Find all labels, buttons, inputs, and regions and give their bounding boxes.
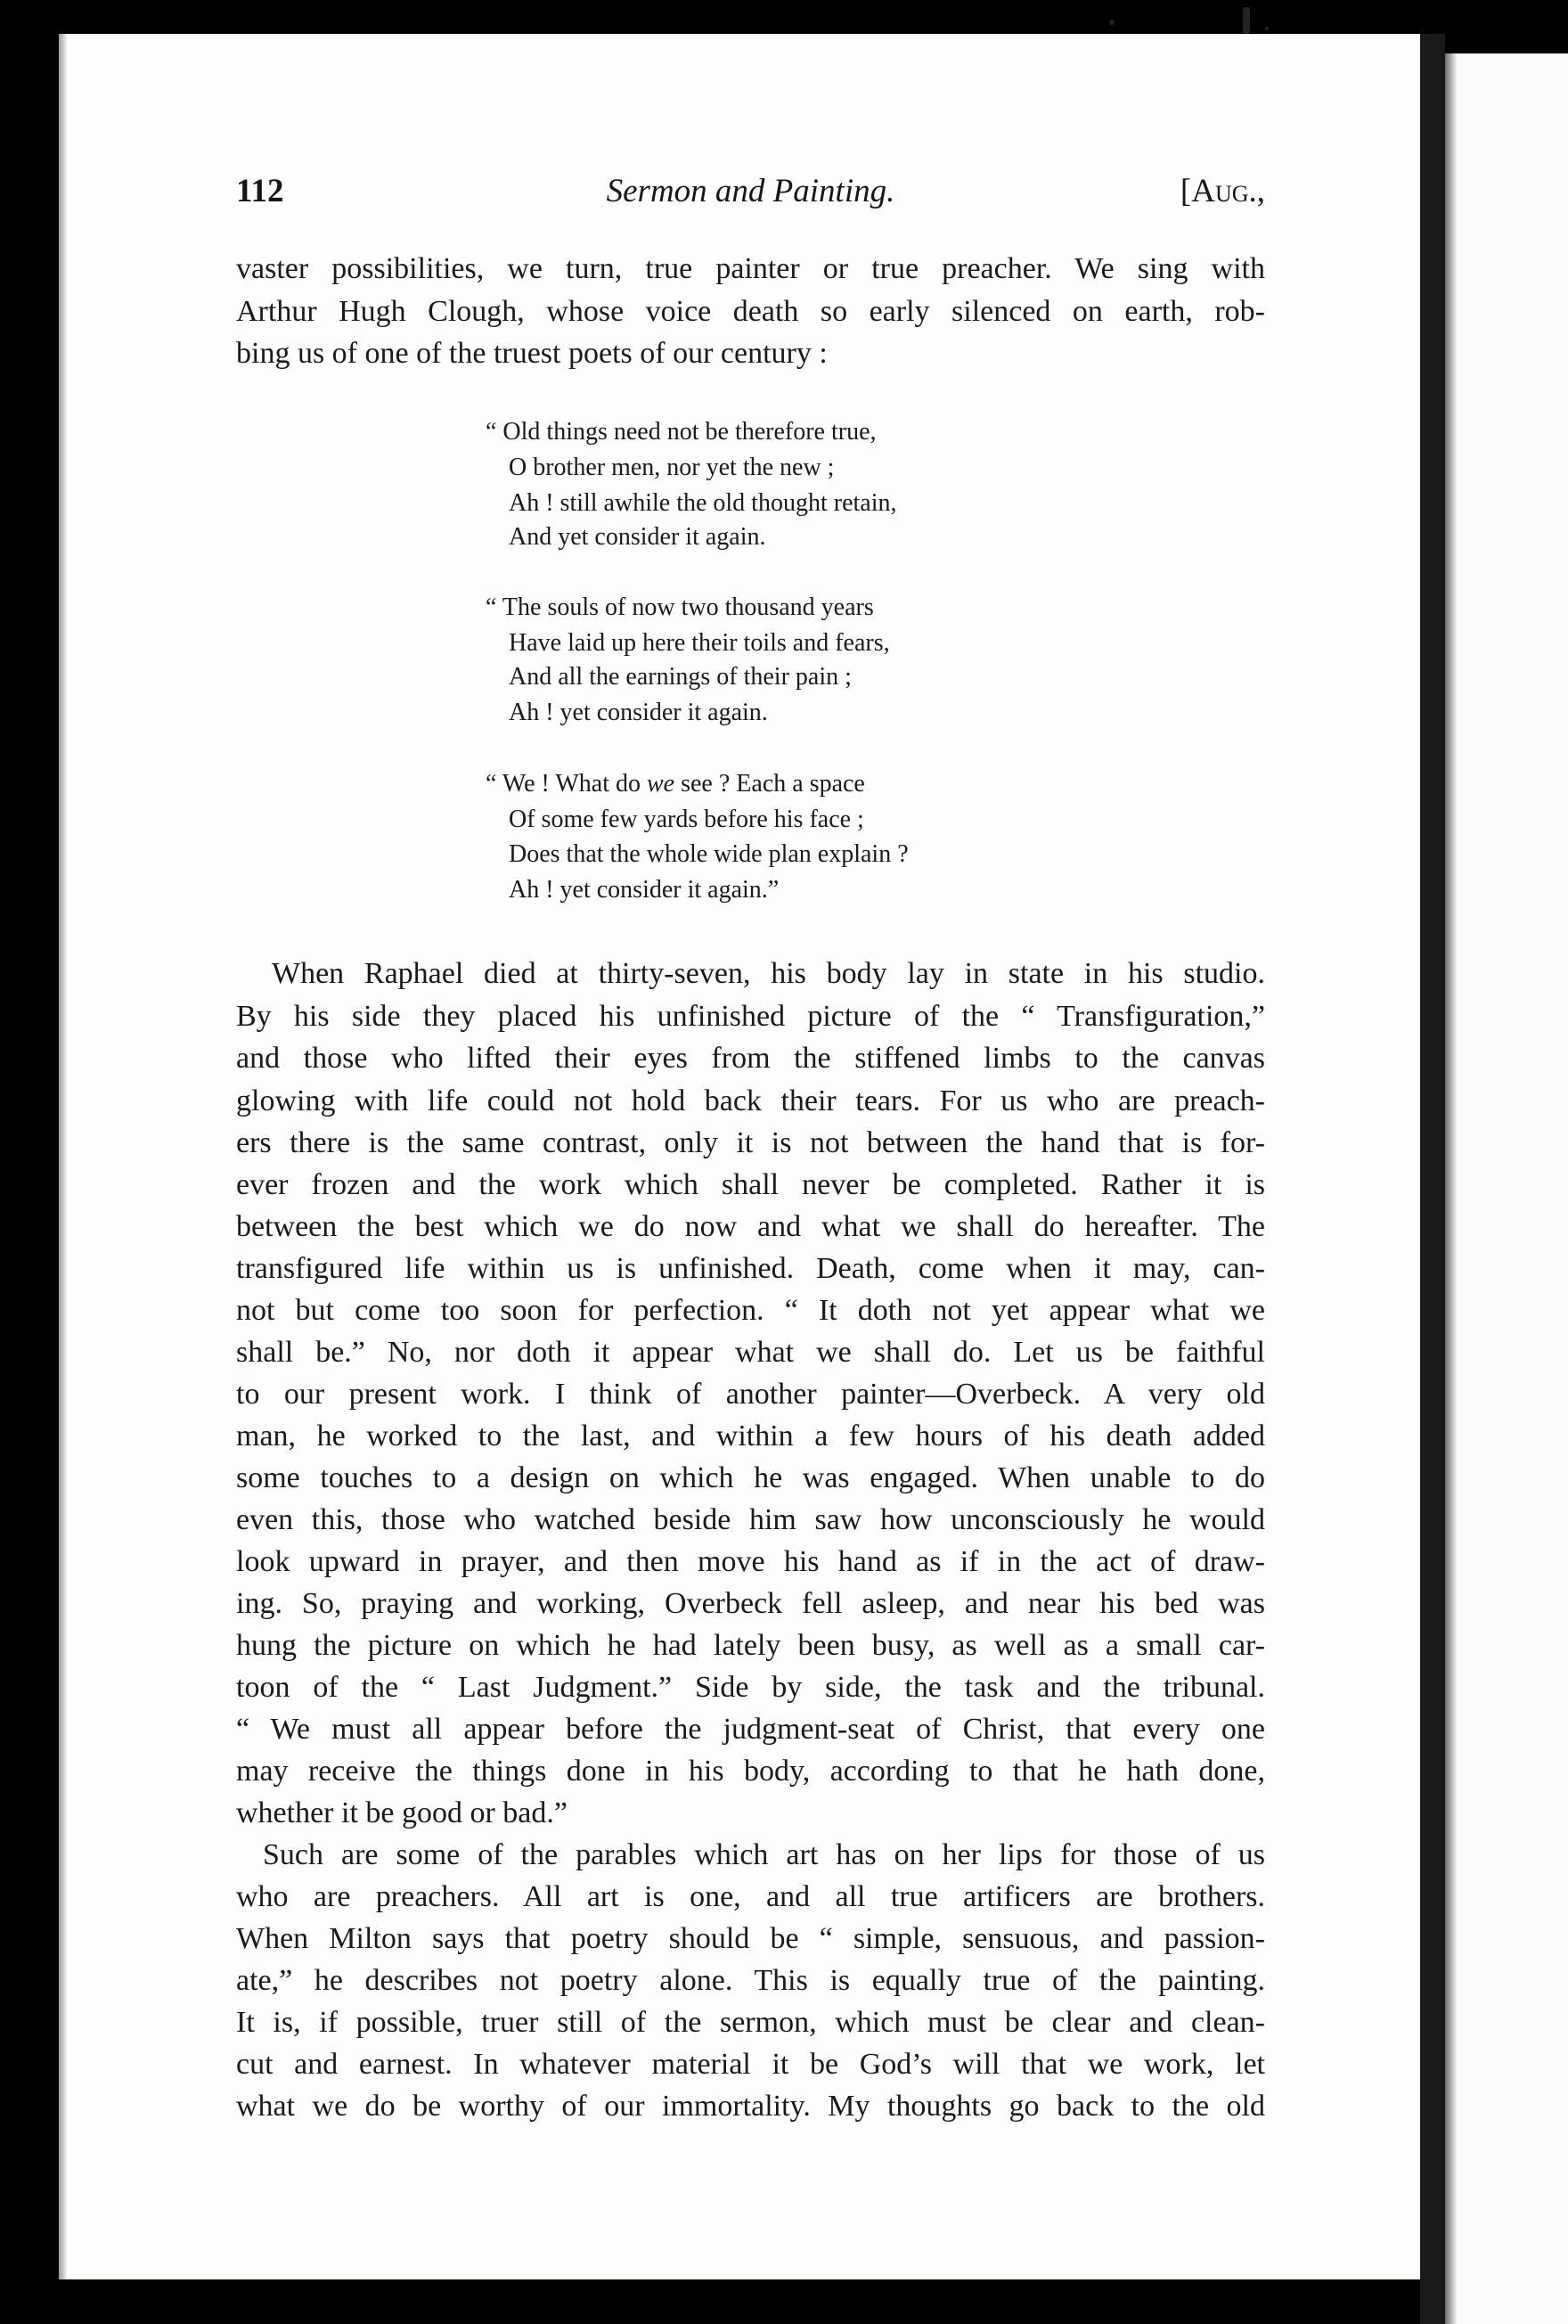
verse-line: O brother men, nor yet the new ;: [509, 454, 835, 481]
verse-line: Of some few yards before his face ;: [509, 806, 864, 833]
text-line: ing. So, praying and working, Overbeck fell asleep, and near his bed was: [236, 1587, 1265, 1620]
verse-line: Ah ! still awhile the old thought retain,: [509, 489, 897, 517]
running-title: Sermon and Painting.: [606, 173, 895, 209]
text-line: bing us of one of the truest poets of our century :: [236, 337, 828, 370]
running-header: [236, 172, 1265, 218]
text-line: may receive the things done in his body, according to that he hath done,: [236, 1755, 1265, 1788]
running-date: [Aug.,: [1180, 173, 1265, 209]
text-line: ers there is the same contrast, only it is not between the hand that is for-: [236, 1126, 1265, 1159]
verse-line: “ We ! What do we see ? Each a space: [486, 770, 865, 798]
text-line: who are preachers. All art is one, and all true artificers are brothers.: [236, 1880, 1265, 1913]
verse-line: Ah ! yet consider it again.: [509, 699, 768, 726]
scan-speck: [1109, 20, 1115, 25]
text-line: When Raphael died at thirty-seven, his body lay in state in his studio.: [272, 957, 1265, 990]
text-line: Arthur Hugh Clough, whose voice death so early silenced on earth, rob-: [236, 295, 1265, 328]
text-line: what we do be worthy of our immortality. My thoughts go back to the old: [236, 2090, 1265, 2123]
text-line: man, he worked to the last, and within a few hours of his death added: [236, 1420, 1265, 1452]
text-line: hung the picture on which he had lately been busy, as well as a small car-: [236, 1629, 1265, 1662]
text-line: “ We must all appear before the judgment-seat of Christ, that every one: [236, 1713, 1265, 1746]
scan-speck: [1265, 27, 1269, 30]
text-line: shall be.” No, nor doth it appear what we shall do. Let us be faithful: [236, 1336, 1265, 1369]
text-line: some touches to a design on which he was engaged. When unable to do: [236, 1461, 1265, 1494]
verse-line: Ah ! yet consider it again.”: [509, 876, 780, 904]
verse-line: Does that the whole wide plan explain ?: [509, 840, 909, 868]
text-line: to our present work. I think of another painter—Overbeck. A very old: [236, 1378, 1265, 1411]
text-line: whether it be good or bad.”: [236, 1796, 568, 1829]
text-line: look upward in prayer, and then move his hand as if in the act of draw-: [236, 1545, 1265, 1578]
book-gutter: [1420, 34, 1445, 2324]
verse-line: Have laid up here their toils and fears,: [509, 629, 890, 657]
facing-page-edge: [1445, 53, 1568, 2324]
text-line: toon of the “ Last Judgment.” Side by side, the task and the tribunal.: [236, 1671, 1265, 1704]
verse-line: And yet consider it again.: [509, 523, 766, 551]
text-line: vaster possibilities, we turn, true painter or true preacher. We sing with: [236, 252, 1265, 285]
text-line: transfigured life within us is unfinished. Death, come when it may, can-: [236, 1252, 1265, 1285]
verse-line: “ The souls of now two thousand years: [486, 593, 874, 621]
scan-speck: [1243, 7, 1250, 34]
verse-line: “ Old things need not be therefore true,: [486, 418, 877, 446]
text-line: cut and earnest. In whatever material it be God’s will that we work, let: [236, 2048, 1265, 2081]
verse-line: And all the earnings of their pain ;: [509, 663, 852, 691]
text-line: not but come too soon for perfection. “ It doth not yet appear what we: [236, 1294, 1265, 1327]
text-line: ate,” he describes not poetry alone. This is equally true of the painting.: [236, 1964, 1265, 1997]
text-line: ever frozen and the work which shall never be completed. Rather it is: [236, 1168, 1265, 1201]
page-edge-shadow: [59, 34, 68, 2279]
text-line: and those who lifted their eyes from the stiffened limbs to the canvas: [236, 1042, 1265, 1075]
text-line: It is, if possible, truer still of the sermon, which must be clear and clean-: [236, 2006, 1265, 2039]
text-line: Such are some of the parables which art has on her lips for those of us: [263, 1838, 1265, 1871]
facing-page-shadow: [1445, 53, 1458, 2324]
text-line: even this, those who watched beside him saw how unconsciously he would: [236, 1503, 1265, 1536]
text-line: glowing with life could not hold back their tears. For us who are preach-: [236, 1084, 1265, 1117]
text-line: between the best which we do now and what we shall do hereafter. The: [236, 1210, 1265, 1243]
page-number: 112: [236, 173, 284, 209]
text-line: When Milton says that poetry should be “ simple, sensuous, and passion-: [236, 1922, 1265, 1955]
text-line: By his side they placed his unfinished picture of the “ Transfiguration,”: [236, 1000, 1265, 1033]
